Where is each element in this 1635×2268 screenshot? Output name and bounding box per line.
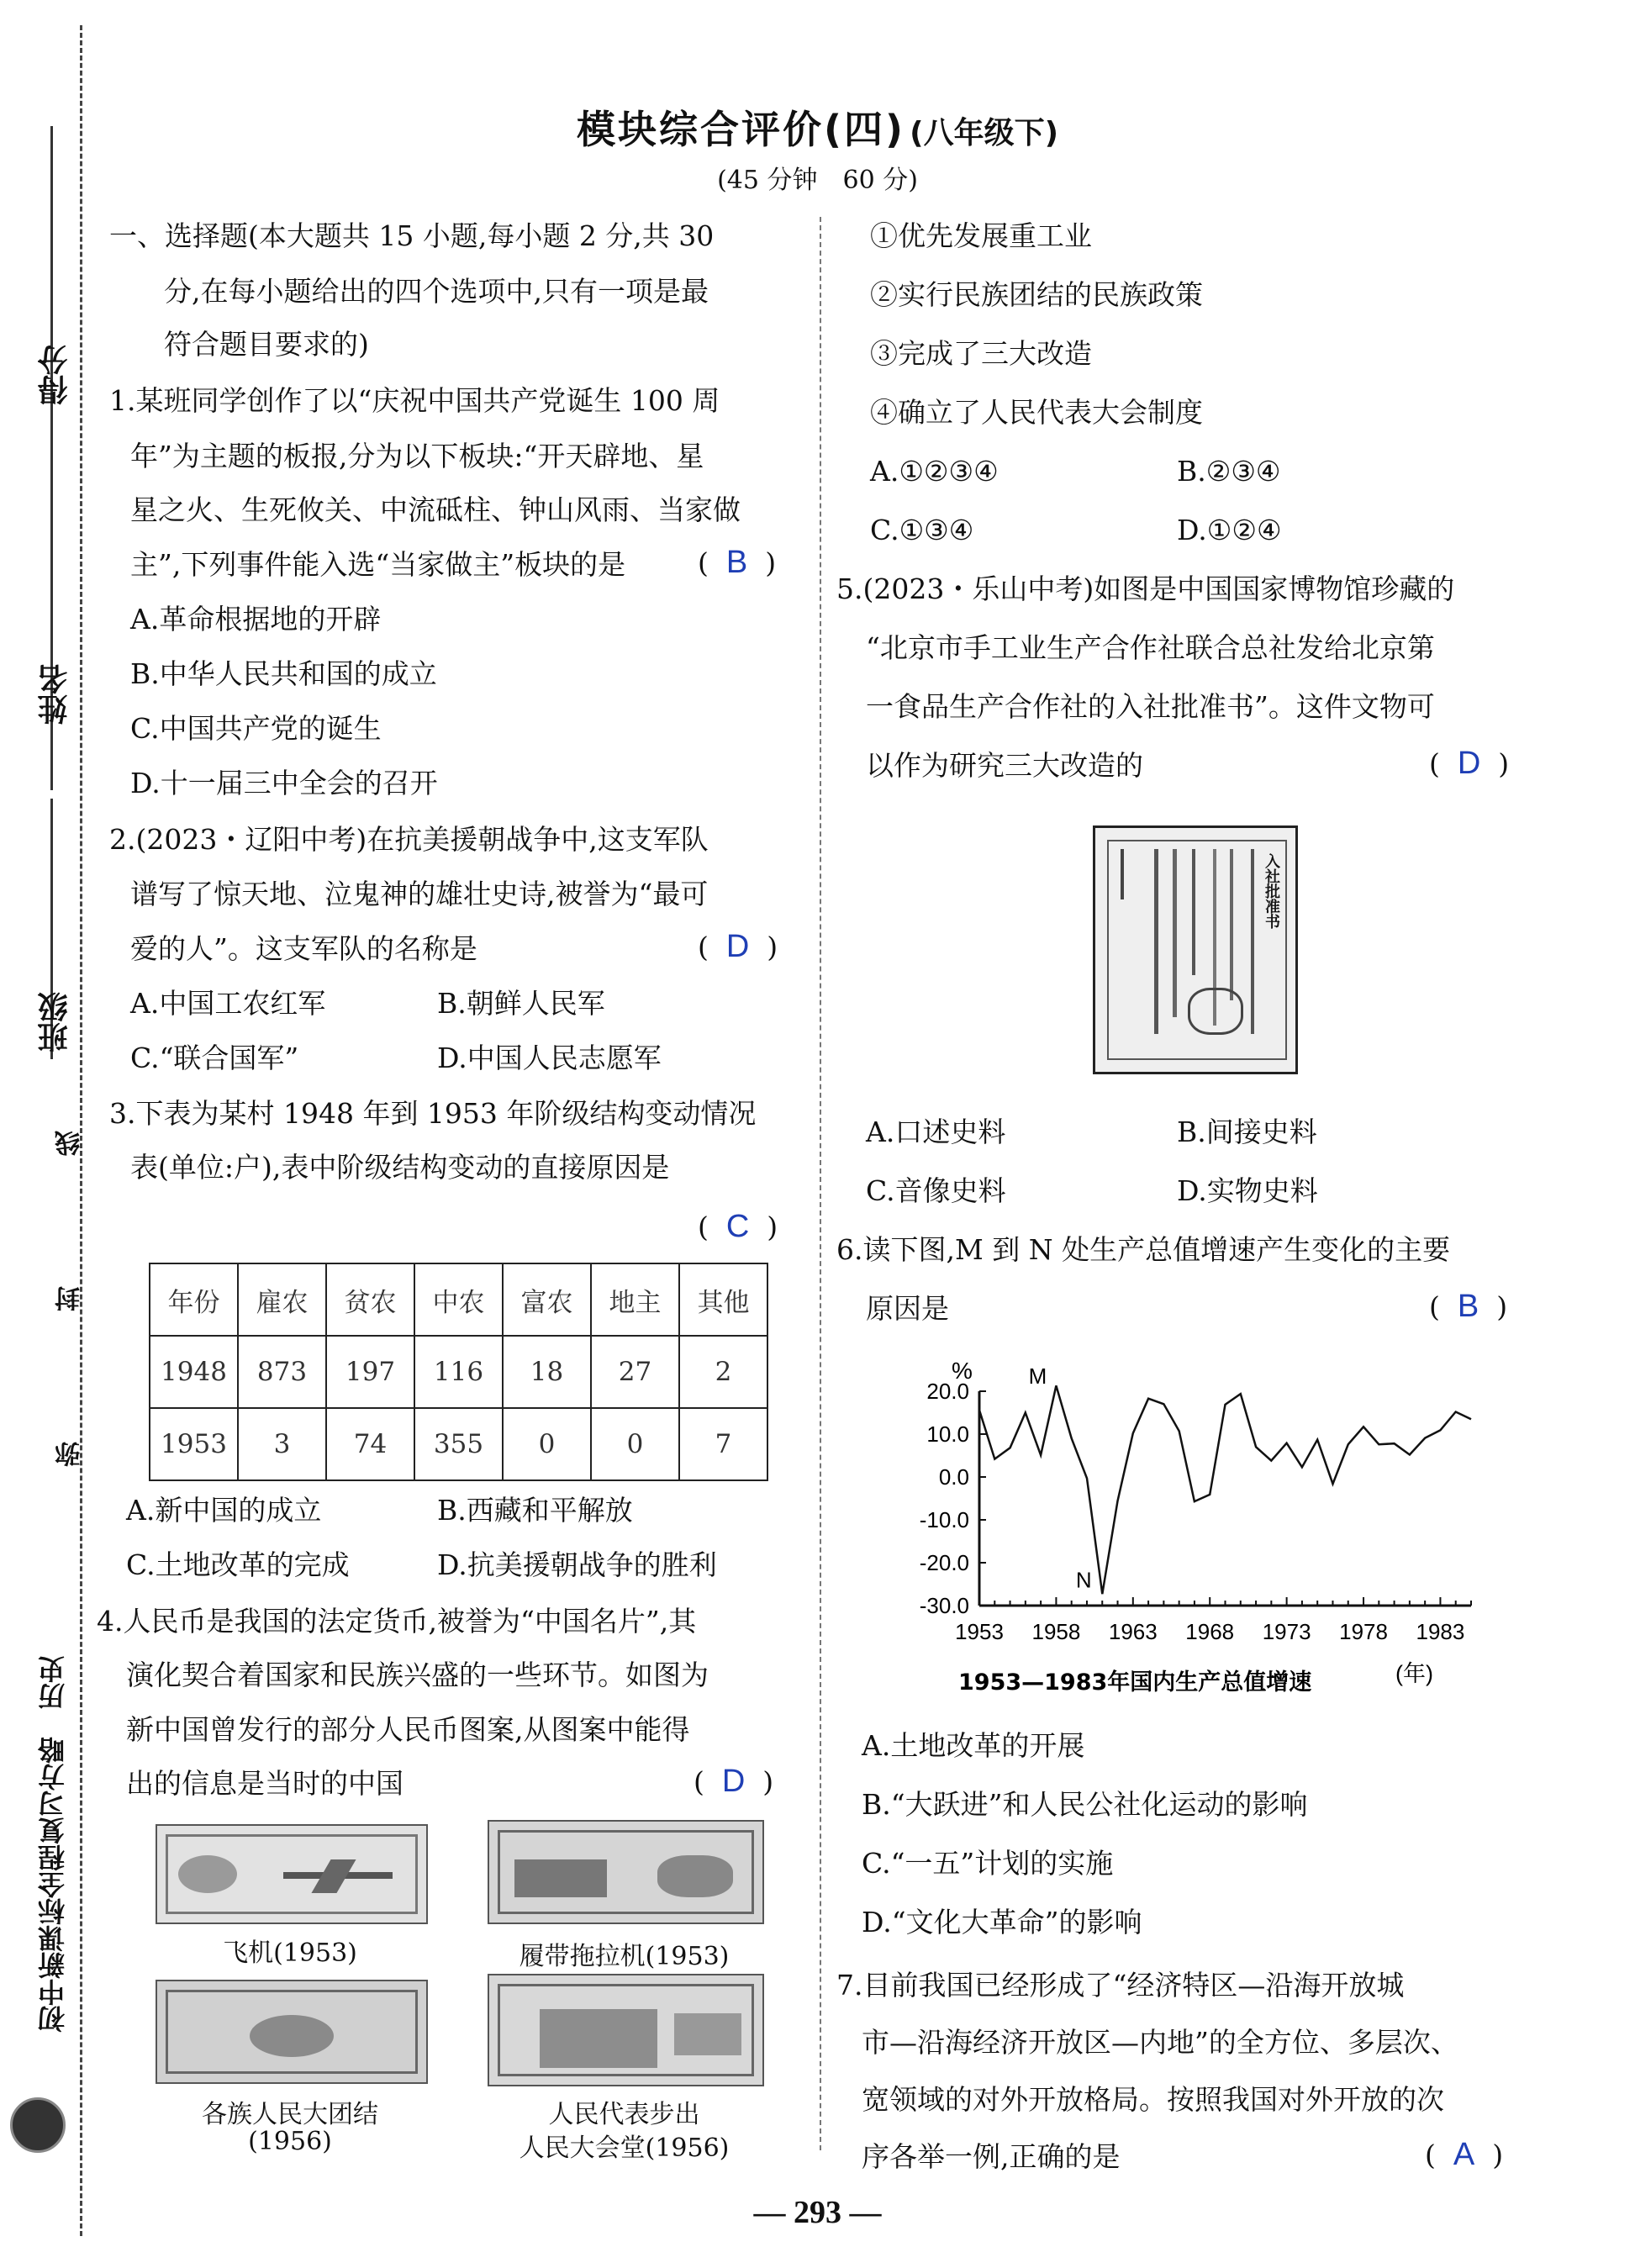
class-label: 班级: [38, 992, 72, 1052]
banknote-unity-caption-2: (1956): [248, 2127, 332, 2156]
banknote-airplane-caption: 飞机(1953): [223, 1938, 357, 1968]
q4-line-3: 新中国曾发行的部分人民币图案,从图案中能得: [126, 1713, 690, 1746]
table-cell: 7: [679, 1408, 767, 1480]
x-tick-label: 1983: [1416, 1619, 1465, 1644]
q1-line-1: 1.某班同学创作了以“庆祝中国共产党诞生 100 周: [109, 384, 720, 417]
y-tick-label: -10.0: [919, 1507, 969, 1532]
section1-line-3: 符合题目要求的): [164, 328, 369, 361]
q1-answer: ( B ): [698, 545, 777, 580]
x-tick-label: 1963: [1108, 1619, 1158, 1644]
section1-line-1: 一、选择题(本大题共 15 小题,每小题 2 分,共 30: [109, 219, 715, 252]
q5-line-1: 5.(2023・乐山中考)如图是中国国家博物馆珍藏的: [836, 572, 1455, 605]
publisher-logo: [10, 2097, 66, 2153]
q1-option-b: B.中华人民共和国的成立: [130, 657, 437, 690]
q4-statement-1: ①优先发展重工业: [870, 219, 1092, 252]
q6-option-d: D.“文化大革命”的影响: [862, 1906, 1142, 1938]
q1-line-3: 星之火、生死攸关、中流砥柱、钟山风雨、当家做: [130, 493, 741, 526]
page-title: [0, 99, 1635, 155]
class-structure-table: [149, 1263, 768, 1481]
q7-answer: ( A ): [1425, 2137, 1504, 2172]
x-tick-label: 1958: [1031, 1619, 1081, 1644]
q4-option-b: B.②③④: [1177, 455, 1281, 488]
q4-option-d: D.①②④: [1177, 514, 1282, 546]
q6-option-c: C.“一五”计划的实施: [862, 1847, 1114, 1880]
q2-option-d: D.中国人民志愿军: [437, 1042, 662, 1074]
table-header-cell: 地主: [591, 1263, 679, 1336]
q6-option-b: B.“大跃进”和人民公社化运动的影响: [862, 1788, 1308, 1821]
q2-line-3: 爱的人”。这支军队的名称是: [130, 932, 477, 965]
q2-line-1: 2.(2023・辽阳中考)在抗美援朝战争中,这支军队: [109, 823, 709, 856]
mi-label: 弥: [55, 1442, 85, 1467]
q3-option-b: B.西藏和平解放: [437, 1494, 633, 1527]
q7-line-3: 宽领域的对外开放格局。按照我国对外开放的次: [862, 2083, 1444, 2116]
gdp-growth-chart: [891, 1353, 1496, 1706]
x-tick-label: 1953: [955, 1619, 1004, 1644]
table-cell: 27: [591, 1336, 679, 1408]
table-cell: 197: [326, 1336, 414, 1408]
y-tick-label: -30.0: [919, 1593, 969, 1618]
q1-option-c: C.中国共产党的诞生: [130, 712, 382, 745]
table-header-cell: 富农: [503, 1263, 591, 1336]
q4-option-c: C.①③④: [870, 514, 974, 546]
q5-line-4: 以作为研究三大改造的: [866, 749, 1143, 782]
y-tick-label: 0.0: [938, 1464, 969, 1490]
banknote-unity-image: [156, 1980, 428, 2084]
q6-line-1: 6.读下图,M 到 N 处生产总值增速产生变化的主要: [836, 1233, 1451, 1266]
section1-line-2: 分,在每小题给出的四个选项中,只有一项是最: [164, 275, 709, 308]
table-cell: 1953: [150, 1408, 238, 1480]
q7-line-4: 序各举一例,正确的是: [862, 2140, 1121, 2173]
q7-line-1: 7.目前我国已经形成了“经济特区—沿海开放城: [836, 1969, 1405, 2002]
table-cell: 1948: [150, 1336, 238, 1408]
banknote-tractor-caption: 履带拖拉机(1953): [519, 1942, 730, 1971]
banknote-delegates-image: [488, 1974, 764, 2086]
q6-answer: ( B ): [1429, 1289, 1508, 1324]
banknote-delegates-caption-1: 人民代表步出: [548, 2100, 700, 2129]
q7-line-2: 市—沿海经济开放区—内地”的全方位、多层次、: [862, 2026, 1458, 2059]
q1-option-a: A.革命根据地的开辟: [130, 603, 382, 636]
title-sub: (八年级下): [910, 116, 1059, 150]
q4-line-2: 演化契合着国家和民族兴盛的一些环节。如图为: [126, 1659, 709, 1691]
chart-annotation-n: N: [1075, 1567, 1092, 1593]
table-header-cell: 中农: [414, 1263, 503, 1336]
q5-line-2: “北京市手工业生产合作社联合总社发给北京第: [866, 631, 1435, 664]
line-label: 线: [55, 1131, 85, 1156]
q3-answer: ( C ): [698, 1209, 778, 1244]
q5-answer-value: D: [1457, 746, 1481, 781]
y-tick-label: 20.0: [926, 1379, 969, 1404]
q5-line-3: 一食品生产合作社的入社批准书”。这件文物可: [866, 690, 1435, 723]
q6-option-a: A.土地改革的开展: [862, 1729, 1085, 1762]
q6-line-2: 原因是: [866, 1292, 949, 1325]
book-series-label: 初中新课标全程复习方略 历史: [37, 1656, 69, 2033]
table-header-cell: 贫农: [326, 1263, 414, 1336]
q2-option-b: B.朝鲜人民军: [437, 987, 605, 1020]
chart-series-line: [979, 1385, 1471, 1594]
certificate-image: [1093, 825, 1298, 1074]
table-header-cell: 年份: [150, 1263, 238, 1336]
table-cell: 116: [414, 1336, 503, 1408]
q5-answer: ( D ): [1429, 746, 1510, 781]
table-header-cell: 其他: [679, 1263, 767, 1336]
x-tick-label: 1973: [1262, 1619, 1311, 1644]
name-label: 姓名: [38, 664, 72, 725]
q2-answer-value: D: [725, 929, 750, 964]
chart-xlabel: (年): [1395, 1661, 1433, 1686]
q4-statement-2: ②实行民族团结的民族政策: [870, 278, 1203, 311]
q4-line-4: 出的信息是当时的中国: [126, 1767, 403, 1800]
chart-annotation-m: M: [1028, 1363, 1047, 1389]
q3-option-d: D.抗美援朝战争的胜利: [437, 1548, 717, 1581]
q5-option-a: A.口述史料: [866, 1116, 1006, 1148]
table-cell: 74: [326, 1408, 414, 1480]
q5-option-d: D.实物史料: [1177, 1174, 1318, 1207]
q3-option-c: C.土地改革的完成: [126, 1548, 350, 1581]
title-main: 模块综合评价(四): [576, 107, 906, 152]
name-underline: [50, 471, 53, 790]
table-cell: 355: [414, 1408, 503, 1480]
q3-answer-value: C: [725, 1209, 750, 1244]
q4-answer: ( D ): [694, 1764, 774, 1799]
q5-option-b: B.间接史料: [1177, 1116, 1317, 1148]
table-cell: 18: [503, 1336, 591, 1408]
table-header-cell: 雇农: [238, 1263, 326, 1336]
q4-statement-3: ③完成了三大改造: [870, 337, 1092, 370]
exam-meta: (45 分钟 60 分): [717, 166, 918, 195]
q6-answer-value: B: [1457, 1289, 1479, 1324]
q1-line-4: 主”,下列事件能入选“当家做主”板块的是: [130, 548, 626, 581]
table-header-row: [150, 1263, 767, 1336]
column-divider: [820, 217, 821, 2150]
banknote-delegates-caption-2: 人民大会堂(1956): [519, 2134, 730, 2163]
table-cell: 0: [503, 1408, 591, 1480]
chart-title: 1953—1983年国内生产总值增速: [958, 1669, 1312, 1696]
table-row: [150, 1408, 767, 1480]
q3-line-1: 3.下表为某村 1948 年到 1953 年阶级结构变动情况: [109, 1097, 757, 1130]
q4-option-a: A.①②③④: [870, 455, 999, 488]
x-tick-label: 1968: [1185, 1619, 1235, 1644]
banknote-tractor-image: [488, 1820, 764, 1924]
table-cell: 873: [238, 1336, 326, 1408]
page-number: — 293 —: [753, 2195, 882, 2230]
table-row: [150, 1336, 767, 1408]
q3-line-2: 表(单位:户),表中阶级结构变动的直接原因是: [130, 1151, 670, 1184]
q1-line-2: 年”为主题的板报,分为以下板块:“开天辟地、星: [130, 440, 704, 472]
q2-option-a: A.中国工农红军: [130, 987, 326, 1020]
x-tick-label: 1978: [1339, 1619, 1388, 1644]
banknote-unity-caption-1: 各族人民大团结: [202, 2100, 378, 2129]
q5-option-c: C.音像史料: [866, 1174, 1006, 1207]
table-cell: 2: [679, 1336, 767, 1408]
q1-option-d: D.十一届三中全会的召开: [130, 767, 438, 799]
table-cell: 0: [591, 1408, 679, 1480]
table-cell: 3: [238, 1408, 326, 1480]
chart-ylabel: %: [952, 1358, 973, 1384]
q2-answer: ( D ): [698, 929, 778, 964]
q4-statement-4: ④确立了人民代表大会制度: [870, 396, 1203, 429]
banknote-airplane-image: [156, 1824, 428, 1924]
y-tick-label: 10.0: [926, 1421, 969, 1447]
q7-answer-value: A: [1453, 2137, 1475, 2172]
q2-line-2: 谱写了惊天地、泣鬼神的雄壮史诗,被誉为“最可: [130, 878, 709, 910]
q3-option-a: A.新中国的成立: [126, 1494, 322, 1527]
q4-line-1: 4.人民币是我国的法定货币,被誉为“中国名片”,其: [97, 1605, 697, 1638]
seal-label: 封: [55, 1286, 85, 1311]
score-label: 得分: [38, 345, 72, 405]
q2-option-c: C.“联合国军”: [130, 1042, 299, 1074]
y-tick-label: -20.0: [919, 1550, 969, 1575]
q1-answer-value: B: [725, 545, 748, 580]
q4-answer-value: D: [721, 1764, 746, 1799]
certificate-title: 入社批准书: [1263, 853, 1280, 929]
